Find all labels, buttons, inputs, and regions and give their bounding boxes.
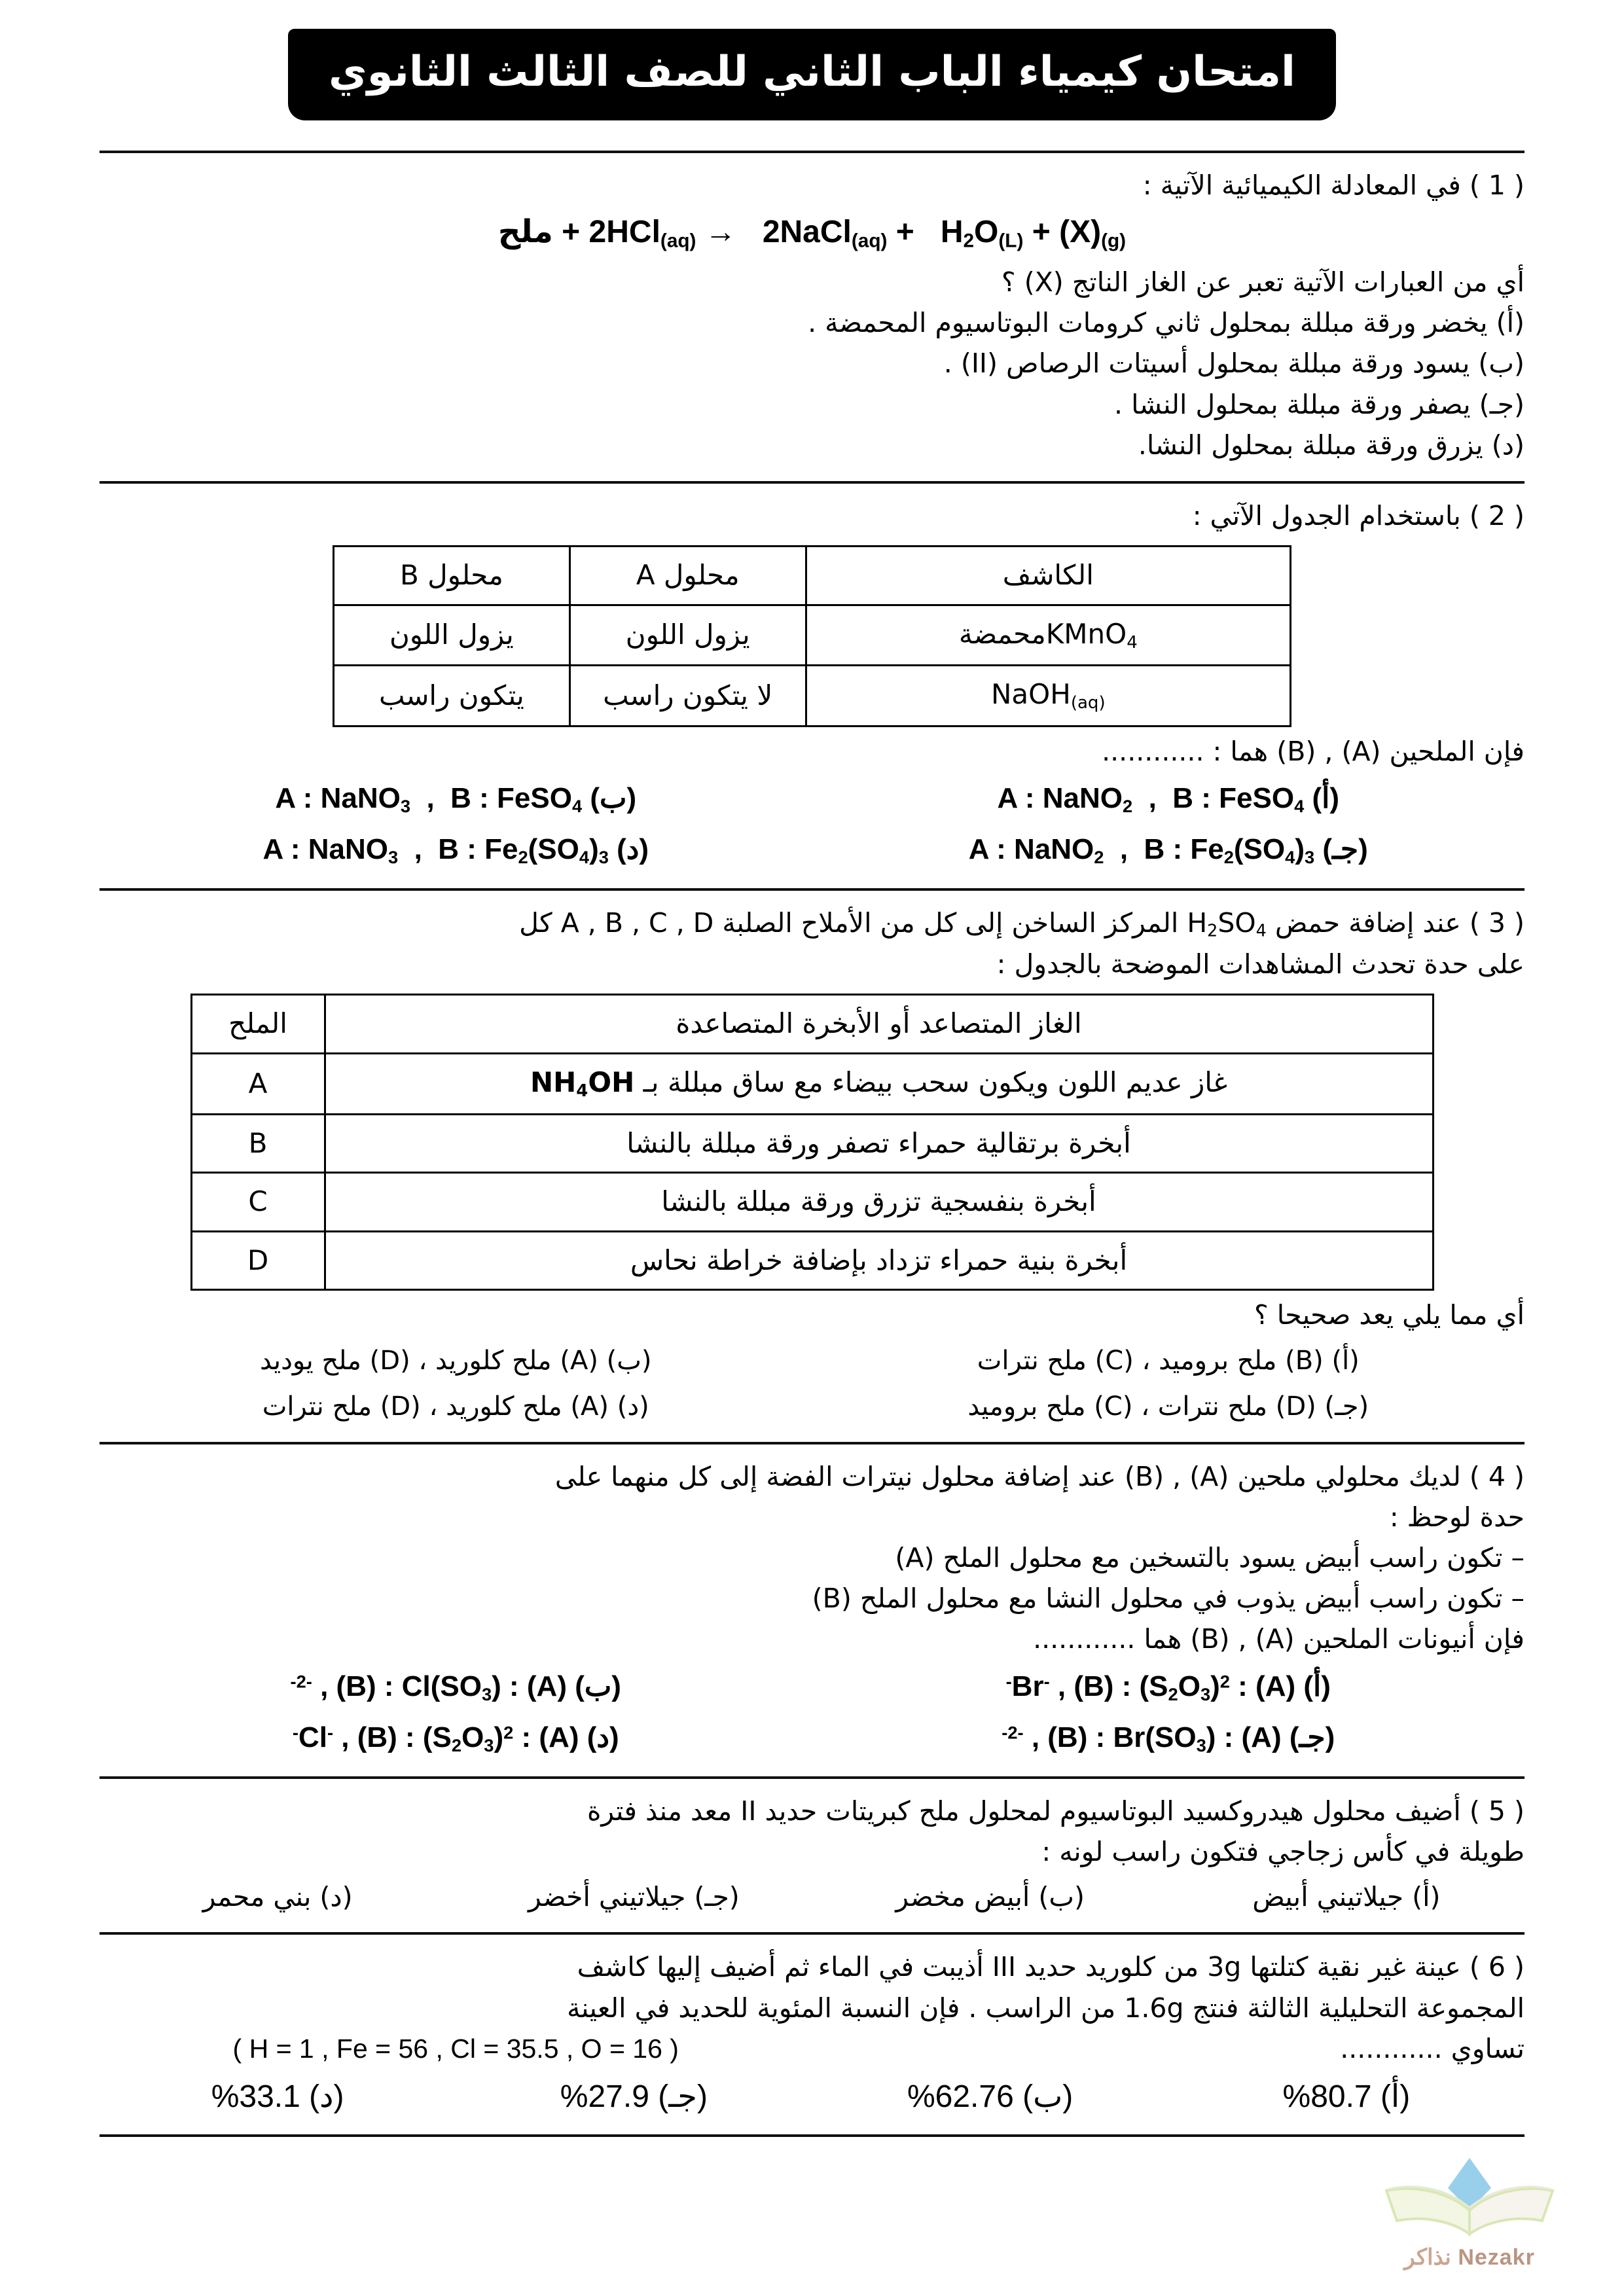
question-1-choice-d[interactable]: (د) يزرق ورقة مبللة بمحلول النشا.: [1138, 429, 1525, 461]
table-row: [334, 605, 1291, 666]
choice-tag-a: (أ): [1303, 1670, 1331, 1702]
question-3-choice-d[interactable]: (د) (A) ملح كلوريد ، (D) ملح نترات: [262, 1391, 649, 1422]
watermark-latin: Nezakr: [1458, 2245, 1535, 2270]
choice-tag-c: (جـ): [1322, 833, 1368, 866]
cell-observation-b: أبخرة برتقالية حمراء تصفر ورقة مبللة بالنشا: [325, 1114, 1433, 1173]
question-4: [99, 1452, 1525, 1768]
cell-observation-d: أبخرة بنية حمراء تزداد بإضافة خراطة نحاس: [325, 1231, 1433, 1290]
question-4-choices-row-1: [99, 1665, 1525, 1710]
table-row-header: [191, 995, 1433, 1054]
table-row: [191, 1053, 1433, 1114]
question-1-choice-c[interactable]: (جـ) يصفر ورقة مبللة بمحلول النشا .: [1114, 388, 1525, 420]
question-4-choices-row-2: [99, 1716, 1525, 1761]
question-1-choice-a[interactable]: (أ) يخضر ورقة مبللة بمحلول ثاني كرومات البوتاسيوم المحمضة .: [808, 307, 1525, 339]
question-2-stem: ( 2 ) باستخدام الجدول الآتي :: [1192, 500, 1525, 532]
cell-salt-d: D: [191, 1231, 325, 1290]
question-5-choice-d[interactable]: (د) بني محمر: [202, 1881, 353, 1913]
question-2-choice-b[interactable]: (ب) A : NaNO$_3$ , B : FeSO$_4$: [275, 782, 637, 817]
question-5-choice-a[interactable]: (أ) جيلاتيني أبيض: [1252, 1881, 1441, 1913]
choice-tag-b: (ب): [575, 1670, 621, 1702]
exam-content: [99, 120, 1525, 2137]
question-3-choices-row-1: [99, 1341, 1525, 1380]
choice-tag-d: (د): [586, 1721, 619, 1753]
divider-after-q1: [99, 481, 1525, 484]
cell-b-kmno4: يزول اللون: [334, 605, 570, 666]
question-3-choice-c[interactable]: (جـ) (D) ملح نترات ، (C) ملح بروميد: [967, 1391, 1369, 1422]
question-6-choices: [99, 2074, 1525, 2119]
choice-tag-c: (جـ): [1289, 1721, 1335, 1753]
cell-a-kmno4: يزول اللون: [569, 605, 806, 666]
question-1-prompt: أي من العبارات الآتية تعبر عن الغاز الناتج (X) ؟: [1001, 266, 1525, 298]
choice-tag-d: (د): [617, 833, 649, 866]
choice-tag-a: (أ): [1312, 782, 1340, 815]
cell-reagent-naoh: NaOH$_{(aq)}$: [806, 666, 1290, 726]
watermark-text: [1368, 2244, 1571, 2270]
question-4-stem-line1: ( 4 ) لديك محلولي ملحين (A) , (B) عند إضافة محلول نيترات الفضة إلى كل منهما على: [554, 1460, 1525, 1492]
question-5-stem-line2: طويلة في كأس زجاجي فتكون راسب لونه :: [1041, 1836, 1525, 1868]
question-2-choices-row-2: [99, 828, 1525, 872]
question-5-choices: [99, 1877, 1525, 1916]
question-4-choice-a[interactable]: (أ) (A) : Br- , (B) : $(S_2O_3)^{2-}$: [1005, 1670, 1331, 1704]
question-2-lead: فإن الملحين (A) , (B) هما : ............: [1102, 736, 1525, 768]
question-6-choice-a[interactable]: (أ) 80.7%: [1282, 2079, 1411, 2114]
question-3-choices-row-2: [99, 1387, 1525, 1426]
question-1-choice-b[interactable]: (ب) يسود ورقة مبللة بمحلول أسيتات الرصاص (II) .: [943, 348, 1525, 380]
table-row: [191, 1114, 1433, 1173]
question-1: [99, 161, 1525, 473]
question-4-choice-c[interactable]: (جـ) (A) : $(SO_3)^{2-}$ , (B) : Br-: [1001, 1721, 1335, 1755]
question-6-atomic-masses: ( H = 1 , Fe = 56 , Cl = 35.5 , O = 16 ): [232, 2033, 679, 2064]
cell-salt-c: C: [191, 1173, 325, 1232]
watermark-arabic: نذاكر: [1404, 2245, 1451, 2270]
question-3-choice-b[interactable]: (ب) (A) ملح كلوريد ، (D) ملح يوديد: [259, 1345, 652, 1376]
question-2-choice-a[interactable]: (أ) A : NaNO$_2$ , B : FeSO$_4$: [997, 782, 1340, 817]
question-2-choice-c[interactable]: (جـ) A : NaNO$_2$ , B : $Fe_2(SO_4)_3$: [968, 833, 1368, 868]
cell-b-naoh: يتكون راسب: [334, 666, 570, 726]
cell-reagent-kmno4: KMnO$_4$محمضة: [806, 605, 1290, 666]
cell-a-naoh: لا يتكون راسب: [569, 666, 806, 726]
question-2-table: [333, 545, 1291, 727]
question-4-choice-b[interactable]: (ب) (A) : $(SO_3)^{2-}$ , (B) : Cl-: [290, 1670, 621, 1704]
cell-observation-c: أبخرة بنفسجية تزرق ورقة مبللة بالنشا: [325, 1173, 1433, 1232]
page-title: امتحان كيمياء الباب الثاني للصف الثالث الثانوي: [288, 29, 1336, 120]
equation-plus-2: +: [895, 215, 914, 250]
question-2-choices-row-1: [99, 777, 1525, 821]
question-3-stem-line2: على حدة تحدث المشاهدات الموضحة بالجدول :: [996, 948, 1525, 980]
question-4-choice-d[interactable]: (د) (A) : Cl- , (B) : $(S_2O_3)^{2-}$: [292, 1721, 619, 1755]
question-6-stem-line3: [99, 2030, 1525, 2068]
question-5: [99, 1787, 1525, 1924]
divider-after-q4: [99, 1776, 1525, 1779]
table-row: [191, 1231, 1433, 1290]
question-3-stem-line1: ( 3 ) عند إضافة حمض $H_2SO_4$ المركز الساخن إلى كل من الأملاح الصلبة A , B , C , D كل: [519, 907, 1525, 941]
watermark-logo: [1368, 2150, 1571, 2274]
open-book-icon: [1368, 2150, 1571, 2248]
question-6-choice-c[interactable]: (جـ) 27.9%: [560, 2079, 708, 2114]
table-row-header: [334, 547, 1291, 605]
question-6-stem-line2: المجموعة التحليلية الثالثة فنتج 1.6g من الراسب . فإن النسبة المئوية للحديد في العينة: [567, 1992, 1525, 2024]
equation-water: $H_2O_{(L)}$: [940, 215, 1024, 252]
question-1-stem: ( 1 ) في المعادلة الكيميائية الآتية :: [1142, 170, 1525, 201]
question-4-lead: فإن أنيونات الملحين (A) , (B) هما ............: [1033, 1623, 1525, 1655]
equation-arrow: →: [704, 215, 736, 250]
th-gas-observation: الغاز المتصاعد أو الأبخرة المتصاعدة: [325, 995, 1433, 1054]
equation-x: $(X)_{(g)}$: [1059, 215, 1127, 252]
equation-plus-3: +: [1032, 215, 1051, 250]
question-2-choice-d[interactable]: (د) A : NaNO$_3$ , B : $Fe_2(SO_4)_3$: [262, 833, 649, 868]
cell-salt-a: A: [191, 1053, 325, 1114]
divider-after-q5: [99, 1932, 1525, 1935]
equation-salt: ملح: [497, 213, 553, 251]
question-4-observation-1: – تكون راسب أبيض يسود بالتسخين مع محلول الملح (A): [895, 1542, 1525, 1574]
table-row: [191, 1173, 1433, 1232]
th-reagent: الكاشف: [806, 547, 1290, 605]
question-5-stem-line1: ( 5 ) أضيف محلول هيدروكسيد البوتاسيوم لمحلول ملح كبريتات حديد II معد منذ فترة: [586, 1795, 1525, 1827]
cell-observation-a: غاز عديم اللون ويكون سحب بيضاء مع ساق مبللة بـ $NH_4OH$: [325, 1053, 1433, 1114]
question-1-equation: [99, 213, 1525, 253]
question-6-stem-line1: ( 6 ) عينة غير نقية كتلتها 3g من كلوريد حديد III أذيبت في الماء ثم أضيف إليها كاشف: [577, 1951, 1525, 1983]
question-3: [99, 899, 1525, 1433]
choice-tag-b: (ب): [590, 782, 637, 815]
divider-bottom: [99, 2134, 1525, 2137]
question-3-prompt: أي مما يلي يعد صحيحا ؟: [1254, 1299, 1525, 1331]
question-4-stem-line2: حدة لوحظ :: [1389, 1501, 1525, 1533]
th-solution-b: محلول B: [334, 547, 570, 605]
question-5-choice-b[interactable]: (ب) أبيض مخضر: [895, 1881, 1085, 1913]
divider-after-q3: [99, 1442, 1525, 1444]
equation-plus-1: +: [562, 215, 581, 250]
question-6-choice-d[interactable]: (د) 33.1%: [211, 2079, 344, 2114]
question-3-table: [190, 994, 1434, 1291]
title-banner-wrap: [0, 0, 1624, 120]
cell-salt-b: B: [191, 1114, 325, 1173]
question-6: [99, 1943, 1525, 2126]
divider-after-q2: [99, 888, 1525, 891]
question-6-equals-text: تساوي ............: [1340, 2032, 1525, 2064]
question-3-choice-a[interactable]: (أ) (B) ملح بروميد ، (C) ملح نترات: [977, 1345, 1360, 1376]
divider-top: [99, 151, 1525, 153]
question-2: [99, 492, 1525, 880]
question-5-choice-c[interactable]: (جـ) جيلاتيني أخضر: [528, 1881, 740, 1913]
equation-hcl: 2HCl$_{(aq)}$: [588, 215, 696, 252]
question-6-choice-b[interactable]: (ب) 62.76%: [907, 2079, 1074, 2114]
question-4-observation-2: – تكون راسب أبيض يذوب في محلول النشا مع محلول الملح (B): [812, 1583, 1525, 1615]
th-salt: الملح: [191, 995, 325, 1054]
equation-nacl: 2NaCl$_{(aq)}$: [762, 215, 888, 252]
table-row: [334, 666, 1291, 726]
th-solution-a: محلول A: [569, 547, 806, 605]
